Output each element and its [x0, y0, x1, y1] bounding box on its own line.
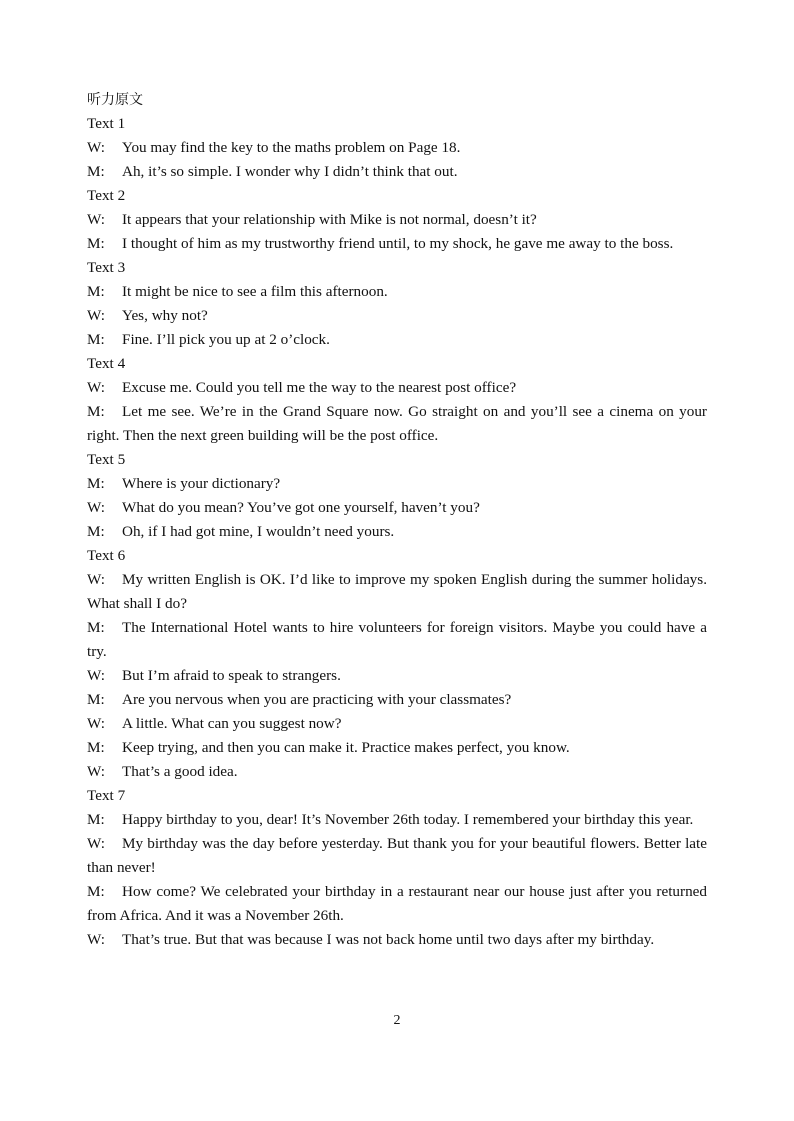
speaker-label: W: [87, 211, 105, 228]
text-heading: Text 4 [87, 355, 126, 372]
speaker-label: M: [87, 283, 105, 300]
speaker-label: M: [87, 811, 105, 828]
utterance: My written English is OK. I’d like to improve my spoken English during the summer holidays. What shall I do? [87, 571, 707, 612]
dialogue-line [87, 496, 707, 520]
speaker-label: W: [87, 715, 105, 732]
utterance: Oh, if I had got mine, I wouldn’t need yours. [122, 523, 395, 540]
speaker-label: W: [87, 835, 105, 852]
speaker-label: M: [87, 403, 105, 420]
dialogue-line [87, 280, 707, 304]
utterance: It might be nice to see a film this afternoon. [122, 283, 388, 300]
utterance: You may find the key to the maths problem on Page 18. [122, 139, 461, 156]
text-section-5 [87, 448, 707, 544]
text-heading: Text 7 [87, 787, 126, 804]
speaker-label: M: [87, 883, 105, 900]
speaker-label: W: [87, 499, 105, 516]
utterance: That’s true. But that was because I was not back home until two days after my birthday. [122, 931, 655, 948]
utterance: Fine. I’ll pick you up at 2 o’clock. [122, 331, 330, 348]
utterance: That’s a good idea. [122, 763, 238, 780]
utterance: Excuse me. Could you tell me the way to the nearest post office? [122, 379, 517, 396]
speaker-label: W: [87, 307, 105, 324]
speaker-label: M: [87, 163, 105, 180]
dialogue-line [87, 232, 707, 256]
dialogue-line [87, 304, 707, 328]
utterance: It appears that your relationship with Mike is not normal, doesn’t it? [122, 211, 537, 228]
dialogue-line [87, 688, 707, 712]
speaker-label: M: [87, 619, 105, 636]
utterance: What do you mean? You’ve got one yourself, haven’t you? [122, 499, 480, 516]
text-heading: Text 1 [87, 115, 126, 132]
document-body [87, 88, 707, 952]
utterance: Are you nervous when you are practicing with your classmates? [122, 691, 512, 708]
speaker-label: W: [87, 139, 105, 156]
dialogue-line [87, 208, 707, 232]
dialogue-line [87, 928, 707, 952]
dialogue-line [87, 760, 707, 784]
speaker-label: M: [87, 235, 105, 252]
dialogue-line [87, 136, 707, 160]
speaker-label: M: [87, 475, 105, 492]
dialogue-line [87, 664, 707, 688]
utterance: But I’m afraid to speak to strangers. [122, 667, 341, 684]
dialogue-line [87, 400, 707, 448]
utterance: Happy birthday to you, dear! It’s November 26th today. I remembered your birthday this year. [122, 811, 694, 828]
text-heading: Text 5 [87, 451, 126, 468]
dialogue-line [87, 880, 707, 928]
text-section-2 [87, 184, 707, 256]
page-number: 2 [393, 1013, 401, 1028]
text-section-3 [87, 256, 707, 352]
speaker-label: W: [87, 667, 105, 684]
dialogue-line [87, 568, 707, 616]
text-heading: Text 6 [87, 547, 126, 564]
utterance: Yes, why not? [122, 307, 208, 324]
speaker-label: M: [87, 523, 105, 540]
text-heading: Text 2 [87, 187, 126, 204]
dialogue-line [87, 808, 707, 832]
utterance: I thought of him as my trustworthy friend until, to my shock, he gave me away to the boss. [122, 235, 674, 252]
text-section-6 [87, 544, 707, 784]
utterance: How come? We celebrated your birthday in a restaurant near our house just after you returned from Africa. And it was a November 26th. [87, 883, 707, 924]
dialogue-line [87, 520, 707, 544]
speaker-label: W: [87, 379, 105, 396]
dialogue-line [87, 832, 707, 880]
dialogue-line [87, 376, 707, 400]
utterance: A little. What can you suggest now? [122, 715, 342, 732]
dialogue-line [87, 616, 707, 664]
speaker-label: W: [87, 763, 105, 780]
speaker-label: W: [87, 931, 105, 948]
text-section-1 [87, 112, 707, 184]
utterance: Keep trying, and then you can make it. Practice makes perfect, you know. [122, 739, 570, 756]
dialogue-line [87, 160, 707, 184]
dialogue-line [87, 736, 707, 760]
text-section-7 [87, 784, 707, 952]
utterance: My birthday was the day before yesterday. But thank you for your beautiful flowers. Better late than never! [87, 835, 707, 876]
document-title: 听力原文 [87, 92, 143, 108]
utterance: The International Hotel wants to hire volunteers for foreign visitors. Maybe you could have a try. [87, 619, 707, 660]
dialogue-line [87, 472, 707, 496]
text-heading: Text 3 [87, 259, 126, 276]
dialogue-line [87, 712, 707, 736]
speaker-label: M: [87, 331, 105, 348]
speaker-label: M: [87, 691, 105, 708]
dialogue-line [87, 328, 707, 352]
speaker-label: W: [87, 571, 105, 588]
text-section-4 [87, 352, 707, 448]
speaker-label: M: [87, 739, 105, 756]
utterance: Where is your dictionary? [122, 475, 281, 492]
utterance: Let me see. We’re in the Grand Square now. Go straight on and you’ll see a cinema on your right. Then the next green building will be the post office. [87, 403, 707, 444]
utterance: Ah, it’s so simple. I wonder why I didn’t think that out. [122, 163, 458, 180]
